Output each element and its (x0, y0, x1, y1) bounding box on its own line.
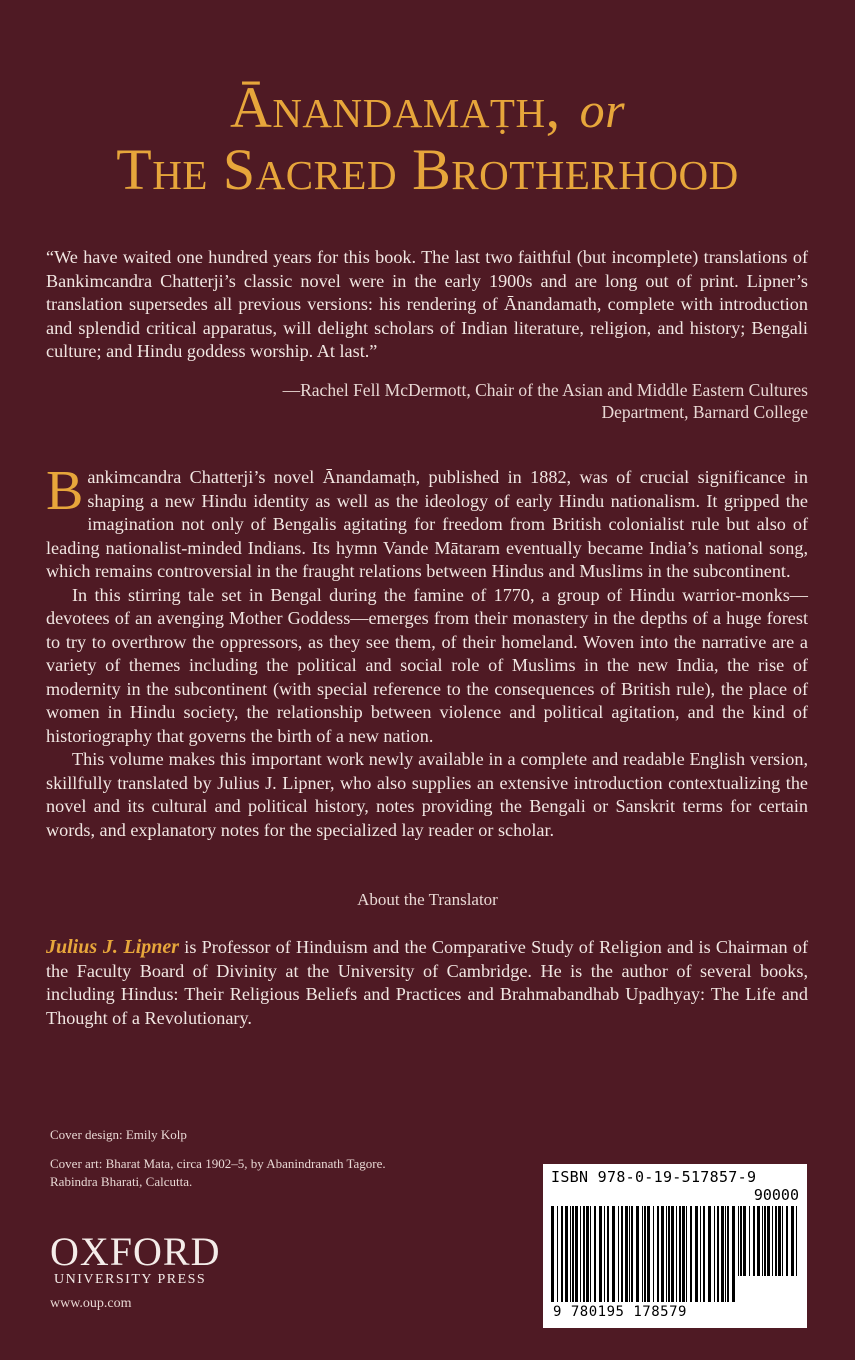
barcode-bar (644, 1206, 646, 1302)
barcode-bar (686, 1206, 687, 1302)
quote-attribution (248, 379, 808, 423)
publisher-subtitle: UNIVERSITY PRESS (54, 1272, 207, 1287)
barcode-bar (782, 1206, 783, 1276)
barcode-bar (561, 1206, 563, 1302)
barcode-bar (565, 1206, 568, 1302)
barcode-bar (762, 1206, 763, 1276)
barcode-bar (572, 1206, 574, 1302)
barcode-bar (661, 1206, 664, 1302)
book-title-line2: The Sacred Brotherhood (116, 137, 739, 202)
cover-art-line1: Cover art: Bharat Mata, circa 1902–5, by Abanindranath Tagore. (50, 1156, 386, 1171)
barcode-bar (671, 1206, 674, 1302)
ean-text: 9 780195 178579 (553, 1304, 687, 1320)
book-title-line1 (0, 74, 855, 141)
barcode-bar (703, 1206, 705, 1302)
barcode-bar (682, 1206, 685, 1302)
barcode-bar (725, 1206, 726, 1302)
drop-cap: B (46, 460, 84, 522)
price-addon: 90000 (753, 1186, 799, 1204)
cover-design-credit: Cover design: Emily Kolp (50, 1127, 187, 1142)
barcode-bar (778, 1206, 781, 1276)
barcode-bar (714, 1206, 715, 1302)
book-description (46, 460, 808, 842)
description-paragraph-3: This volume makes this important work newly available in a complete and readable English version, skillfully translated by Julius J. Lipner, who also supplies an extensive introduction contextualizing the novel and its cultural and political history, notes providing the Bengali or Sanskrit terms for certain words, and explanatory notes for the specialized lay reader or scholar. (46, 749, 808, 840)
title-main: Ānandamaṭh, (229, 75, 561, 140)
barcode-bar (629, 1206, 630, 1302)
barcode-bar (679, 1206, 681, 1302)
barcode-bar (786, 1206, 788, 1276)
barcode-bar (700, 1206, 701, 1302)
barcode-bar (708, 1206, 711, 1302)
barcode-bar (666, 1206, 667, 1302)
barcode-bar (721, 1206, 724, 1302)
title-or: or (579, 82, 626, 138)
barcode-bar (557, 1206, 558, 1302)
translator-bio (46, 936, 808, 1030)
barcode-bar (757, 1206, 760, 1276)
barcode-bar (570, 1206, 571, 1302)
barcode-bar (594, 1206, 596, 1302)
barcode-bar (590, 1206, 591, 1302)
barcode-bar (657, 1206, 659, 1302)
publisher-logo: OXFORD (50, 1229, 221, 1274)
barcode-bar (676, 1206, 677, 1302)
cover-art-credit (50, 1155, 490, 1191)
barcode-bar (604, 1206, 605, 1302)
barcode-bar (764, 1206, 766, 1276)
bio-text: is Professor of Hinduism and the Comparative Study of Religion and is Chairman of the Faculty Board of Divinity at the University of Cambridge. He is the author of several books, including Hindus: Their Religious Beliefs and Practices and Brahmabandhab Upadhyay: The Life and Thought of a Revolutionary. (46, 937, 808, 1028)
barcode-bar (583, 1206, 585, 1302)
description-paragraph-1 (46, 460, 808, 584)
barcode (543, 1164, 807, 1328)
barcode-bar (668, 1206, 670, 1302)
barcode-bar (732, 1206, 735, 1302)
barcode-bar (636, 1206, 639, 1302)
barcode-bar (612, 1206, 615, 1302)
isbn-text: ISBN 978-0-19-517857-9 (551, 1168, 757, 1186)
barcode-bar (580, 1206, 581, 1302)
barcode-bar (690, 1206, 692, 1302)
barcode-bar (740, 1206, 742, 1276)
barcode-bar (753, 1206, 755, 1276)
barcode-bar (695, 1206, 698, 1302)
barcode-bar (586, 1206, 589, 1302)
barcode-bar (738, 1206, 739, 1276)
barcode-bar (727, 1206, 729, 1302)
publisher-website: www.oup.com (50, 1296, 132, 1311)
attribution-line2: Department, Barnard College (601, 402, 808, 422)
barcode-bar (599, 1206, 602, 1302)
barcode-bar (642, 1206, 643, 1302)
barcode-bar (653, 1206, 654, 1302)
barcode-bar (618, 1206, 619, 1302)
paragraph-1-text: ankimcandra Chatterji’s novel Ānandamaṭh, published in 1882, was of crucial significance in shaping a new Hindu identity as well as the ideology of early Hindu nationalism. It gripped the imagination not only of Bengalis agitating for freedom from British colonialist rule but also of leading nationalist-minded Indians. Its hymn Vande Mātaram eventually became India’s national song, which remains controversial in the fraught relations between Hindus and Muslims in the subcontinent. (46, 467, 808, 581)
barcode-bar (575, 1206, 578, 1302)
barcode-bar (717, 1206, 719, 1302)
barcode-bar (743, 1206, 746, 1276)
barcode-bar (767, 1206, 770, 1276)
barcode-bar (607, 1206, 609, 1302)
review-quote: “We have waited one hundred years for this book. The last two faithful (but incomplete) translations of Bankimcandra Chatterji’s classic novel were in the early 1900s and are long out of print. Lipner’s translation supersedes all previous versions: his rendering of Ānandamath, complete with introduction and splendid critical apparatus, will delight scholars of Indian literature, religion, and history; Bengali culture; and Hindu goddess worship. At last.” (46, 247, 808, 361)
translator-name: Julius J. Lipner (46, 936, 180, 958)
description-paragraph-2: In this stirring tale set in Bengal during the famine of 1770, a group of Hindu warrior-monks—devotees of an avenging Mother Goddess—emerges from their monastery in the depths of a huge forest to try to overthrow the oppressors, as they see them, of their homeland. Woven into the narrative are a variety of themes including the political and social role of Muslims in the new India, the rise of modernity in the subcontinent (with special reference to the consequences of British rule), the place of women in Hindu society, the relationship between violence and political agitation, and the kind of historiography that governs the birth of a new nation. (46, 584, 808, 746)
barcode-bar (647, 1206, 650, 1302)
barcode-bar (791, 1206, 794, 1276)
barcode-bars (549, 1206, 801, 1302)
barcode-bar (631, 1206, 633, 1302)
barcode-bar (551, 1206, 554, 1302)
barcode-bar (772, 1206, 773, 1276)
about-translator-heading: About the Translator (357, 890, 498, 909)
attribution-line1: —Rachel Fell McDermott, Chair of the Asian and Middle Eastern Cultures (282, 380, 808, 400)
barcode-bar (775, 1206, 777, 1276)
barcode-bar (749, 1206, 750, 1276)
cover-art-line2: Rabindra Bharati, Calcutta. (50, 1174, 193, 1189)
barcode-bar (625, 1206, 628, 1302)
barcode-bar (621, 1206, 623, 1302)
barcode-bar (796, 1206, 797, 1276)
